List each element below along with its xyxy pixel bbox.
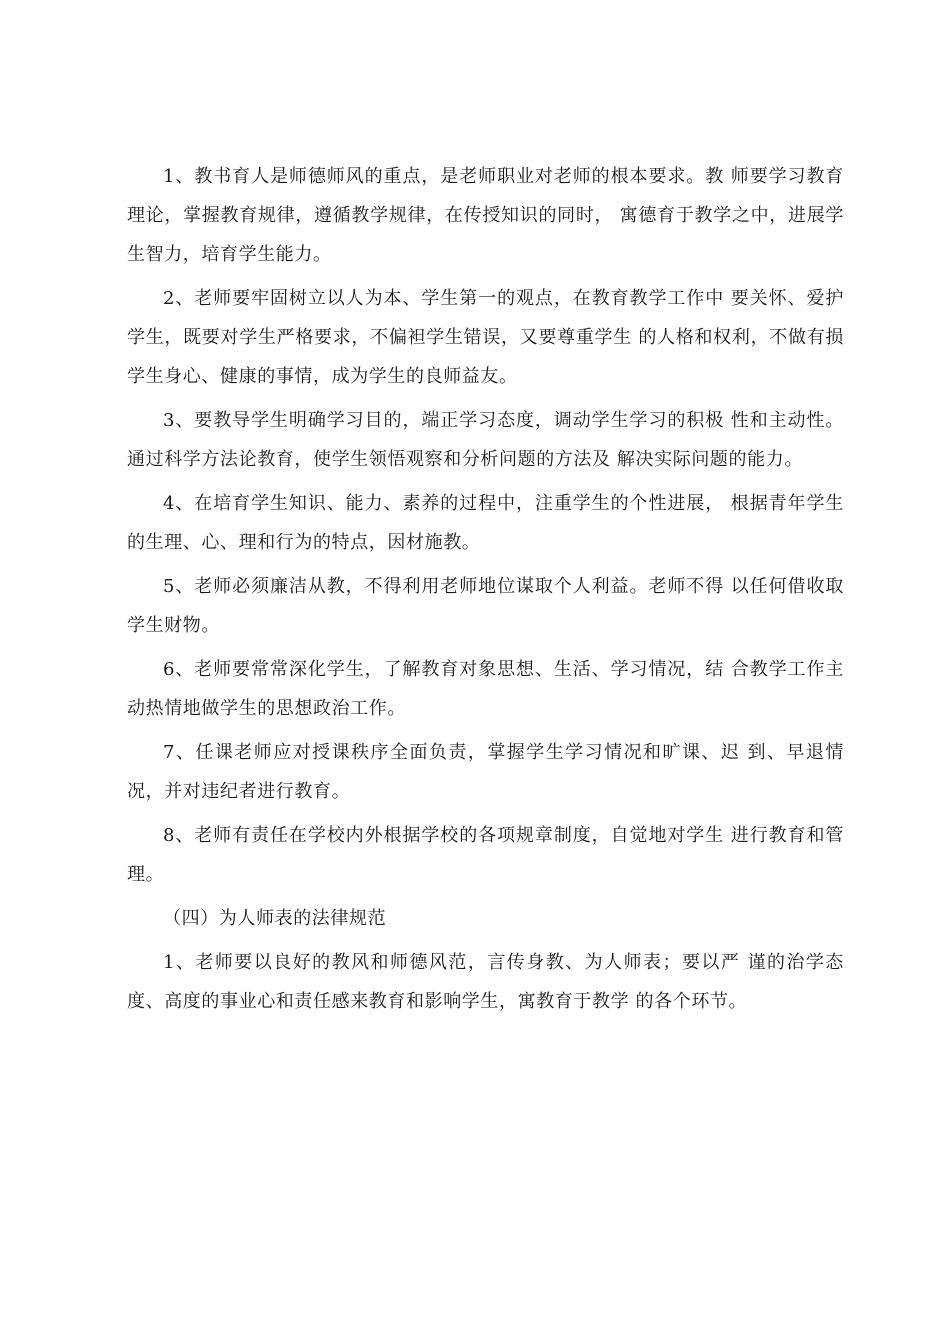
- document-body: [127, 157, 844, 1026]
- paragraph-6: 6、老师要常常深化学生，了解教育对象思想、生活、学习情况，结 合教学工作主动热情地做学生的思想政治工作。: [127, 659, 844, 719]
- section-paragraph-1: 1、老师要以良好的教风和师德风范，言传身教、为人师表；要以严 谨的治学态度、高度的事业心和责任感来教育和影响学生，寓教育于教学 的各个环节。: [127, 952, 844, 1012]
- paragraph-2: 2、老师要牢固树立以人为本、学生第一的观点，在教育教学工作中 要关怀、爱护学生，既要对学生严格要求，不偏袒学生错误，又要尊重学生 的人格和权利，不做有损学生身心、健康的事情，成为学生的良师益友。: [127, 288, 844, 387]
- paragraph-3: 3、要教导学生明确学习目的，端正学习态度，调动学生学习的积极 性和主动性。通过科学方法论教育，使学生领悟观察和分析问题的方法及 解决实际问题的能力。: [127, 410, 844, 470]
- section-heading: （四）为人师表的法律规范: [163, 908, 387, 929]
- paragraph-4: 4、在培育学生知识、能力、素养的过程中，注重学生的个性进展， 根据青年学生的生理、心、理和行为的特点，因材施教。: [127, 493, 844, 553]
- paragraph-5: 5、老师必须廉洁从教，不得利用老师地位谋取个人利益。老师不得 以任何借收取学生财物。: [127, 576, 844, 636]
- paragraph-8: 8、老师有责任在学校内外根据学校的各项规章制度，自觉地对学生 进行教育和管理。: [127, 825, 844, 885]
- paragraph-7: 7、任课老师应对授课秩序全面负责，掌握学生学习情况和旷课、迟 到、早退情况，并对违纪者进行教育。: [127, 742, 844, 802]
- paragraph-1: 1、教书育人是师德师风的重点，是老师职业对老师的根本要求。教 师要学习教育理论，掌握教育规律，遵循教学规律，在传授知识的同时， 寓德育于教学之中，进展学生智力，培育学生能力。: [127, 166, 844, 265]
